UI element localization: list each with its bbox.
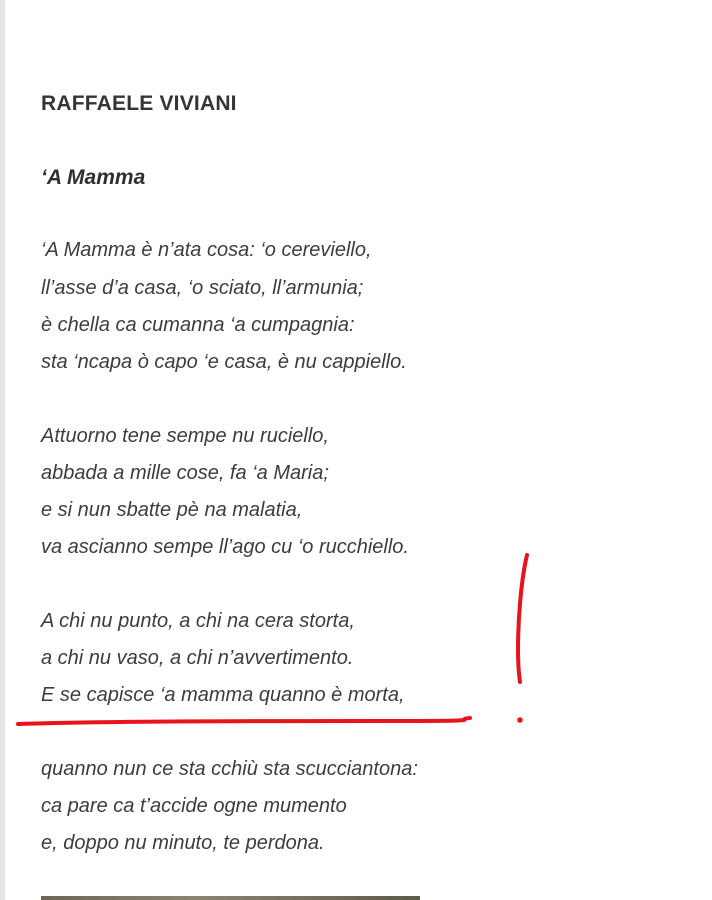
poem-line: ‘A Mamma è n’ata cosa: ‘o cereviello, [41, 239, 372, 261]
handwritten-underline [18, 718, 470, 724]
poem-line: abbada a mille cose, fa ‘a Maria; [41, 462, 329, 484]
poem-line: va ascianno sempe ll’ago cu ‘o rucchiello. [41, 536, 409, 558]
poem-line: e, doppo nu minuto, te perdona. [41, 832, 325, 854]
author-heading: RAFFAELE VIVIANI [41, 92, 237, 115]
poem-title: ‘A Mamma [41, 166, 146, 189]
poem-line: sta ‘ncapa ò capo ‘e casa, è nu cappiello. [41, 351, 407, 373]
poem-line: e si nun sbatte pè na malatia, [41, 499, 303, 521]
poem-line: A chi nu punto, a chi na cera storta, [41, 610, 355, 632]
exclamation-stroke [518, 555, 527, 682]
image-top-edge [41, 896, 420, 900]
poem-line: Attuorno tene sempe nu ruciello, [41, 425, 329, 447]
poem-line: a chi nu vaso, a chi n’avvertimento. [41, 647, 354, 669]
exclamation-dot [517, 717, 523, 723]
page-left-border [0, 0, 5, 900]
poem-line: ca pare ca t’accide ogne mumento [41, 795, 347, 817]
poem-line: quanno nun ce sta cchiù sta scucciantona: [41, 758, 418, 780]
poem-line: ll’asse d’a casa, ‘o sciato, ll’armunia; [41, 277, 364, 299]
poem-line: è chella ca cumanna ‘a cumpagnia: [41, 314, 355, 336]
poem-line-underlined: E se capisce ‘a mamma quanno è morta, [41, 684, 405, 706]
